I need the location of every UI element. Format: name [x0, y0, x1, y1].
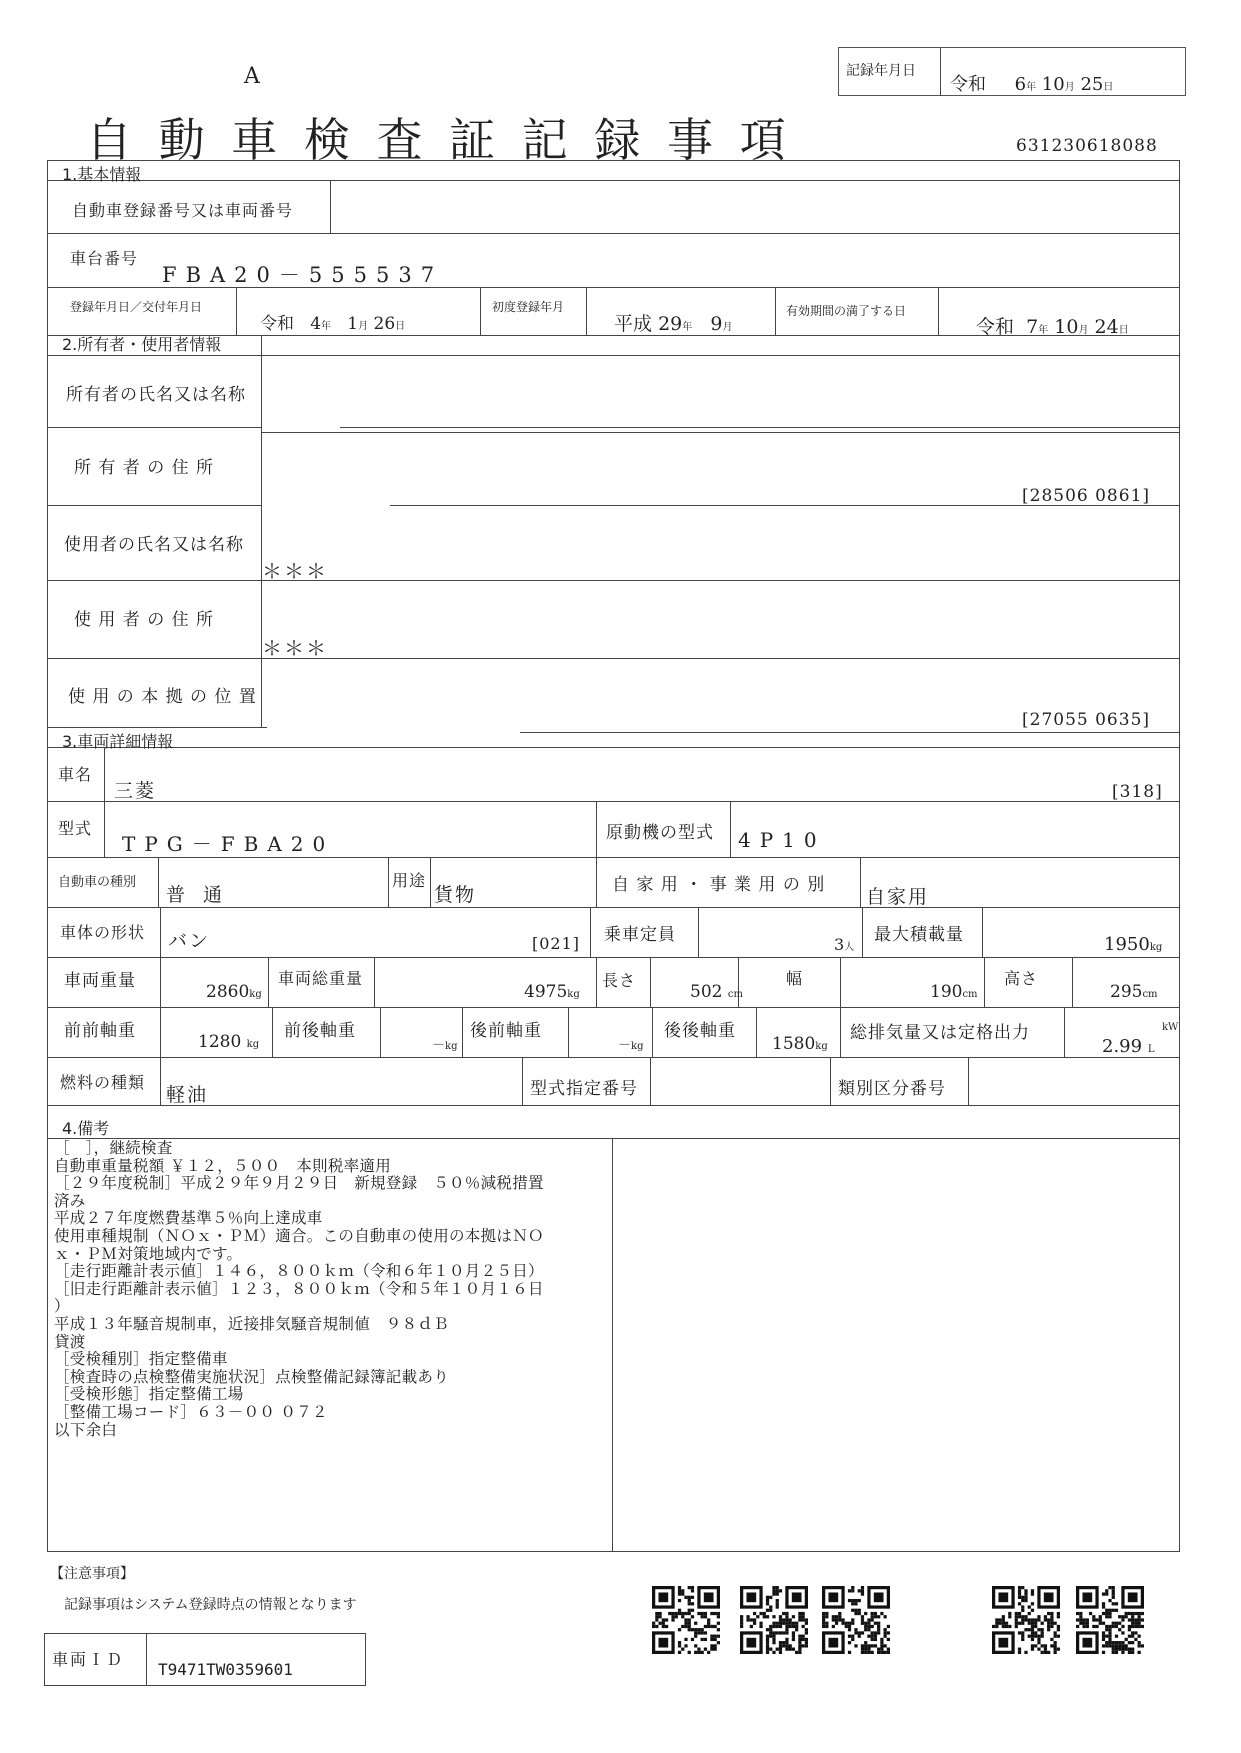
use-label: 用途 [392, 871, 427, 890]
car-name-value: 三菱 [114, 780, 157, 802]
user-address-label: 使 用 者 の 住 所 [74, 610, 215, 630]
body-shape-code: [021] [532, 934, 581, 953]
private-business-label: 自 家 用 ・ 事 業 用 の 別 [612, 875, 826, 895]
owner-name-label: 所有者の氏名又は名称 [66, 385, 246, 405]
remark-line: 以下余白 [54, 1420, 118, 1439]
remark-line: ［受検種別］指定整備車 [54, 1350, 228, 1369]
model-label: 型式 [58, 819, 93, 838]
category-number-label: 類別区分番号 [838, 1079, 946, 1099]
qr-code-icon [992, 1586, 1060, 1654]
length-label: 長さ [602, 971, 637, 990]
notes-text: 記録事項はシステム登録時点の情報となります [64, 1597, 357, 1613]
capacity-value: 3人 [834, 935, 855, 954]
width-label: 幅 [786, 969, 804, 988]
car-name-code: [318] [1112, 782, 1163, 802]
record-date-label: 記録年月日 [846, 63, 916, 79]
chassis-number: FBA20－555537 [162, 263, 444, 287]
front-front-axle-value: 1280 kg [198, 1032, 260, 1052]
max-load-label: 最大積載量 [874, 925, 964, 945]
rear-rear-axle-value: 1580kg [772, 1034, 828, 1054]
front-front-axle-label: 前前軸重 [64, 1021, 136, 1041]
fuel-type-value: 軽油 [166, 1084, 209, 1106]
max-load-value: 1950kg [1104, 934, 1163, 955]
remark-line: ［２９年度税制］平成２９年９月２９日 新規登録 ５０％減税措置 [54, 1174, 544, 1193]
remark-line: ［旧走行距離計表示値］１２３，８００ｋｍ（令和５年１０月１６日 [54, 1279, 544, 1298]
remark-line: ［検査時の点検整備実施状況］点検整備記録簿記載あり [54, 1367, 450, 1386]
user-name-label: 使用者の氏名又は名称 [64, 535, 244, 555]
width-value: 190cm [930, 982, 978, 1002]
displacement-unit-kw: kW [1162, 1022, 1179, 1033]
capacity-label: 乗車定員 [604, 925, 676, 945]
remark-line: 済み [54, 1191, 86, 1210]
reg-date-value: 令和 4年 1月 26日 [260, 314, 406, 334]
car-name-label: 車名 [58, 765, 93, 784]
reg-number-label: 自動車登録番号又は車両番号 [72, 201, 294, 220]
vehicle-weight-label: 車両重量 [64, 971, 136, 991]
notes-title: 【注意事項】 [50, 1566, 134, 1582]
remark-line: 自動車重量税額 ￥１２，５００ 本則税率適用 [54, 1156, 392, 1175]
vehicle-kind-label: 自動車の種別 [58, 875, 137, 890]
qr-code-icon [1076, 1586, 1144, 1654]
remark-line: ） [54, 1297, 70, 1316]
expiry-label: 有効期間の満了する日 [786, 304, 907, 318]
vehicle-kind-value: 普 通 [166, 884, 229, 906]
page-title: 自 動 車 検 査 証 記 録 事 項 [86, 113, 792, 167]
owner-address-label: 所 有 者 の 住 所 [74, 458, 215, 478]
section-vehicle-info: 3.車両詳細情報 [62, 732, 174, 751]
displacement-value: 2.99 L [1102, 1036, 1155, 1057]
engine-model-label: 原動機の型式 [606, 823, 714, 843]
gross-weight-label: 車両総重量 [278, 969, 364, 988]
section-basic-info: 1.基本情報 [62, 165, 142, 184]
base-location-code: [27055 0635] [1022, 710, 1151, 730]
body-shape-label: 車体の形状 [60, 923, 146, 942]
front-rear-axle-label: 前後軸重 [284, 1021, 356, 1041]
vehicle-id-label: 車両ＩＤ [52, 1650, 125, 1669]
engine-model-value: 4P10 [738, 828, 826, 852]
owner-address-code: [28506 0861] [1022, 486, 1151, 506]
type-designation-label: 型式指定番号 [530, 1079, 638, 1099]
rear-front-axle-label: 後前軸重 [470, 1021, 542, 1041]
remark-line: ［走行距離計表示値］１４６，８００ｋｍ（令和６年１０月２５日） [54, 1262, 544, 1281]
vehicle-weight-value: 2860kg [206, 982, 262, 1002]
remark-line: ［受検形態］指定整備工場 [54, 1385, 244, 1404]
height-value: 295cm [1110, 982, 1158, 1002]
remark-line: ［整備工場コード］６３－００ ０７２ [54, 1402, 328, 1421]
use-value: 貨物 [434, 884, 477, 906]
body-shape-value: バン [168, 930, 211, 952]
document-number: 631230618088 [1016, 136, 1158, 156]
remarks-text [54, 1140, 614, 1439]
gross-weight-value: 4975kg [524, 982, 580, 1002]
remark-line: 使用車種規制（ＮＯｘ・ＰＭ）適合。この自動車の使用の本拠はＮＯ [54, 1226, 544, 1245]
remark-line: 貸渡 [54, 1332, 86, 1351]
remark-line: ｘ・ＰＭ対策地域内です。 [54, 1244, 243, 1263]
user-name-value: ＊＊＊ [262, 559, 328, 583]
rear-front-axle-value: －kg [618, 1038, 644, 1053]
corner-mark: A [244, 64, 260, 89]
section-owner-info: 2.所有者・使用者情報 [62, 335, 222, 354]
rear-rear-axle-label: 後後軸重 [664, 1021, 736, 1041]
length-value: 502 cm [690, 982, 743, 1002]
height-label: 高さ [1004, 969, 1039, 988]
record-date-value: 令和 6年 10月 25日 [950, 74, 1114, 95]
expiry-value: 令和 7年 10月 24日 [976, 316, 1129, 338]
remark-line: ［ ］，継続検査 [54, 1139, 173, 1157]
first-reg-label: 初度登録年月 [492, 300, 565, 314]
vehicle-id-value: T9471TW0359601 [158, 1660, 293, 1679]
displacement-label: 総排気量又は定格出力 [850, 1023, 1030, 1043]
remark-line: 平成２７年度燃費基準５％向上達成車 [54, 1209, 323, 1228]
qr-code-icon [652, 1586, 720, 1654]
model-value: TPG－FBA20 [122, 832, 335, 856]
chassis-label: 車台番号 [70, 249, 139, 268]
front-rear-axle-value: －kg [432, 1038, 458, 1053]
reg-date-label: 登録年月日／交付年月日 [70, 300, 203, 314]
qr-code-icon [822, 1586, 890, 1654]
remark-line: 平成１３年騒音規制車，近接排気騒音規制値 ９８ｄＢ [54, 1314, 450, 1333]
section-remarks: 4.備考 [62, 1119, 110, 1138]
user-address-value: ＊＊＊ [262, 636, 328, 660]
fuel-type-label: 燃料の種類 [60, 1073, 146, 1092]
private-business-value: 自家用 [866, 886, 930, 908]
base-location-label: 使 用 の 本 拠 の 位 置 [68, 687, 257, 707]
first-reg-value: 平成 29年 9月 [614, 313, 733, 335]
qr-code-icon [740, 1586, 808, 1654]
